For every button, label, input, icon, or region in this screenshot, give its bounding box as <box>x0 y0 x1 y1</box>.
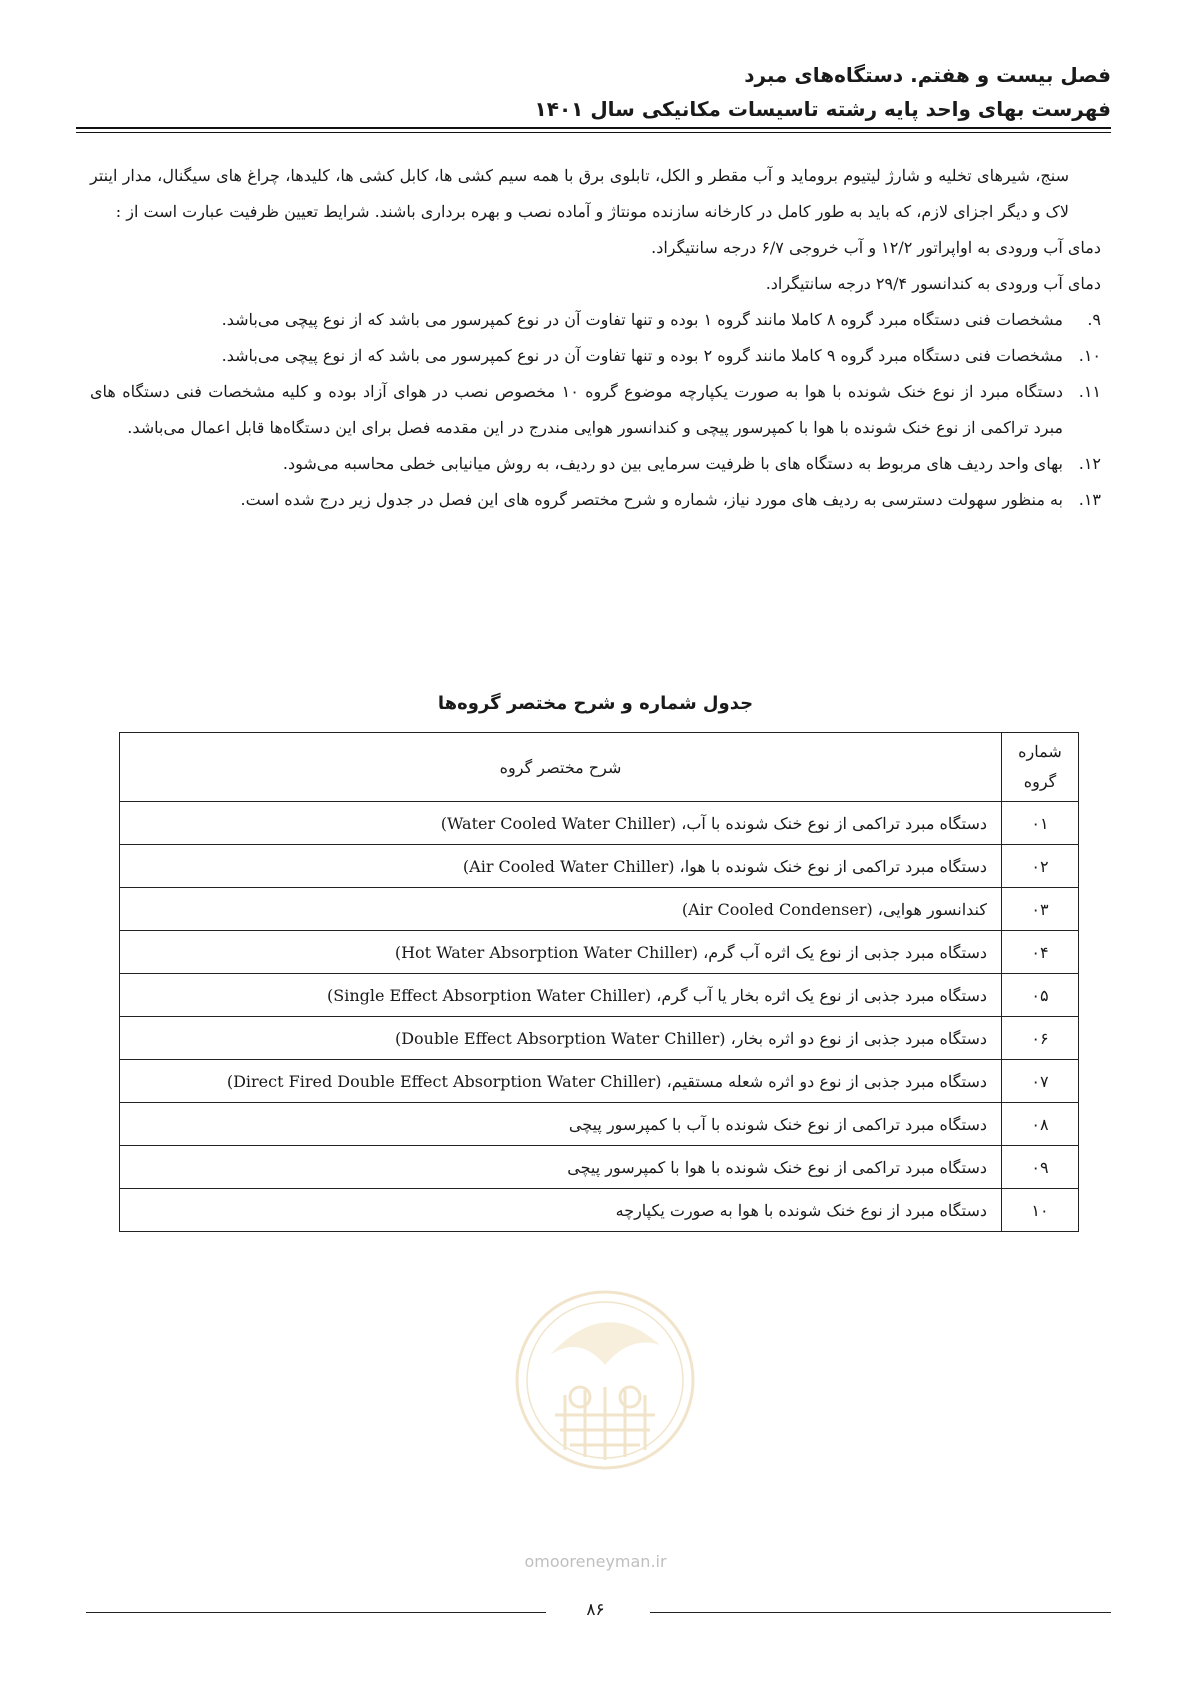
groups-table <box>119 732 1079 1232</box>
document-subtitle: فهرست بهای واحد پایه رشته تاسیسات مکانیکی سال ۱۴۰۱ <box>534 97 1111 121</box>
table-header-row <box>120 733 1079 802</box>
list-item-number: ۹. <box>1087 310 1101 329</box>
list-item-number: ۱۲. <box>1078 454 1101 473</box>
list-item-number: ۱۰. <box>1078 346 1101 365</box>
group-description-cell: دستگاه مبرد تراکمی از نوع خنک شونده با آب با کمپرسور پیچی <box>120 1103 1002 1146</box>
list-item <box>90 446 1101 482</box>
header-num-line2: گروه <box>1023 772 1057 791</box>
group-description-cell: دستگاه مبرد جذبی از نوع دو اثره شعله مستقیم، (Direct Fired Double Effect Absorption Water Chiller) <box>120 1060 1002 1103</box>
header-num-line1: شماره <box>1018 742 1062 761</box>
table-row <box>120 1017 1079 1060</box>
group-number-cell: ۰۳ <box>1002 888 1079 931</box>
header-group-number <box>1002 733 1079 802</box>
list-item <box>90 482 1101 518</box>
group-description-cell: کندانسور هوایی، (Air Cooled Condenser) <box>120 888 1002 931</box>
table-row <box>120 1103 1079 1146</box>
group-description-cell: دستگاه مبرد جذبی از نوع دو اثره بخار، (Double Effect Absorption Water Chiller) <box>120 1017 1002 1060</box>
table-row <box>120 974 1079 1017</box>
group-number-cell: ۰۵ <box>1002 974 1079 1017</box>
list-item-text: به منظور سهولت دسترسی به ردیف های مورد نیاز، شماره و شرح مختصر گروه های این فصل در جدول زیر درج شده است. <box>240 490 1063 509</box>
group-description-cell: دستگاه مبرد جذبی از نوع یک اثره بخار یا آب گرم، (Single Effect Absorption Water Chiller) <box>120 974 1002 1017</box>
list-item-text: مشخصات فنی دستگاه مبرد گروه ۹ کاملا مانند گروه ۲ بوده و تنها تفاوت آن در نوع کمپرسور می باشد که از نوع پیچی می‌باشد. <box>221 346 1063 365</box>
watermark-url: omooreneyman.ir <box>524 1552 667 1571</box>
list-item-text: بهای واحد ردیف های مربوط به دستگاه های با ظرفیت سرمایی بین دو ردیف، به روش میانیابی خطی محاسبه می‌شود. <box>282 454 1063 473</box>
body-text <box>90 158 1101 518</box>
list-item <box>90 338 1101 374</box>
watermark-logo-icon <box>510 1275 700 1545</box>
chapter-title: فصل بیست و هفتم. دستگاه‌های مبرد <box>744 63 1111 87</box>
group-number-cell: ۰۹ <box>1002 1146 1079 1189</box>
condition-line: دمای آب ورودی به اواپراتور ۱۲/۲ و آب خروجی ۶/۷ درجه سانتیگراد. <box>651 238 1101 257</box>
header-rule-thick <box>76 127 1111 129</box>
intro-paragraph: سنج، شیرهای تخلیه و شارژ لیتیوم بروماید و آب مقطر و الکل، تابلوی برق با همه سیم کشی ها، کابل کشی ها، کلیدها، چراغ های سیگنال، مدار اینتر لاک و دیگر اجزای لازم، که باید به طور کامل در کارخانه سازنده مونتاژ و آماده نصب و بهره برداری باشند. شرایط تعیین ظرفیت عبارت است از : <box>90 166 1069 221</box>
table-title: جدول شماره و شرح مختصر گروه‌ها <box>437 693 754 714</box>
table-row <box>120 1146 1079 1189</box>
group-description-cell: دستگاه مبرد از نوع خنک شونده با هوا به صورت یکپارچه <box>120 1189 1002 1232</box>
group-number-cell: ۰۲ <box>1002 845 1079 888</box>
list-item-number: ۱۱. <box>1078 382 1101 401</box>
table-row <box>120 1060 1079 1103</box>
group-description-cell: دستگاه مبرد تراکمی از نوع خنک شونده با هوا با کمپرسور پیچی <box>120 1146 1002 1189</box>
group-description-cell: دستگاه مبرد تراکمی از نوع خنک شونده با هوا، (Air Cooled Water Chiller) <box>120 845 1002 888</box>
header-group-description: شرح مختصر گروه <box>120 733 1002 802</box>
condition-line: دمای آب ورودی به کندانسور ۲۹/۴ درجه سانتیگراد. <box>765 274 1101 293</box>
list-item <box>90 374 1101 446</box>
group-number-cell: ۱۰ <box>1002 1189 1079 1232</box>
header-rule-thin <box>76 132 1111 133</box>
group-description-cell: دستگاه مبرد تراکمی از نوع خنک شونده با آب، (Water Cooled Water Chiller) <box>120 802 1002 845</box>
group-number-cell: ۰۸ <box>1002 1103 1079 1146</box>
list-item-text: مشخصات فنی دستگاه مبرد گروه ۸ کاملا مانند گروه ۱ بوده و تنها تفاوت آن در نوع کمپرسور می باشد که از نوع پیچی می‌باشد. <box>221 310 1063 329</box>
page-number: ۸۶ <box>586 1600 605 1620</box>
list-item-number: ۱۳. <box>1078 490 1101 509</box>
table-row <box>120 802 1079 845</box>
group-number-cell: ۰۶ <box>1002 1017 1079 1060</box>
table-row <box>120 888 1079 931</box>
list-item <box>90 302 1101 338</box>
table-row <box>120 845 1079 888</box>
list-item-text: دستگاه مبرد از نوع خنک شونده با هوا به صورت یکپارچه موضوع گروه ۱۰ مخصوص نصب در هوای آزاد بوده و کلیه مشخصات فنی دستگاه های مبرد تراکمی از نوع خنک شونده با هوا با کمپرسور پیچی و کندانسور هوایی مندرج در این مقدمه فصل برای این دستگاه‌ها قابل اعمال می‌باشد. <box>90 382 1064 437</box>
group-number-cell: ۰۱ <box>1002 802 1079 845</box>
page-header <box>80 58 1111 126</box>
group-description-cell: دستگاه مبرد جذبی از نوع یک اثره آب گرم، (Hot Water Absorption Water Chiller) <box>120 931 1002 974</box>
table-row <box>120 1189 1079 1232</box>
table-row <box>120 931 1079 974</box>
group-number-cell: ۰۷ <box>1002 1060 1079 1103</box>
group-number-cell: ۰۴ <box>1002 931 1079 974</box>
